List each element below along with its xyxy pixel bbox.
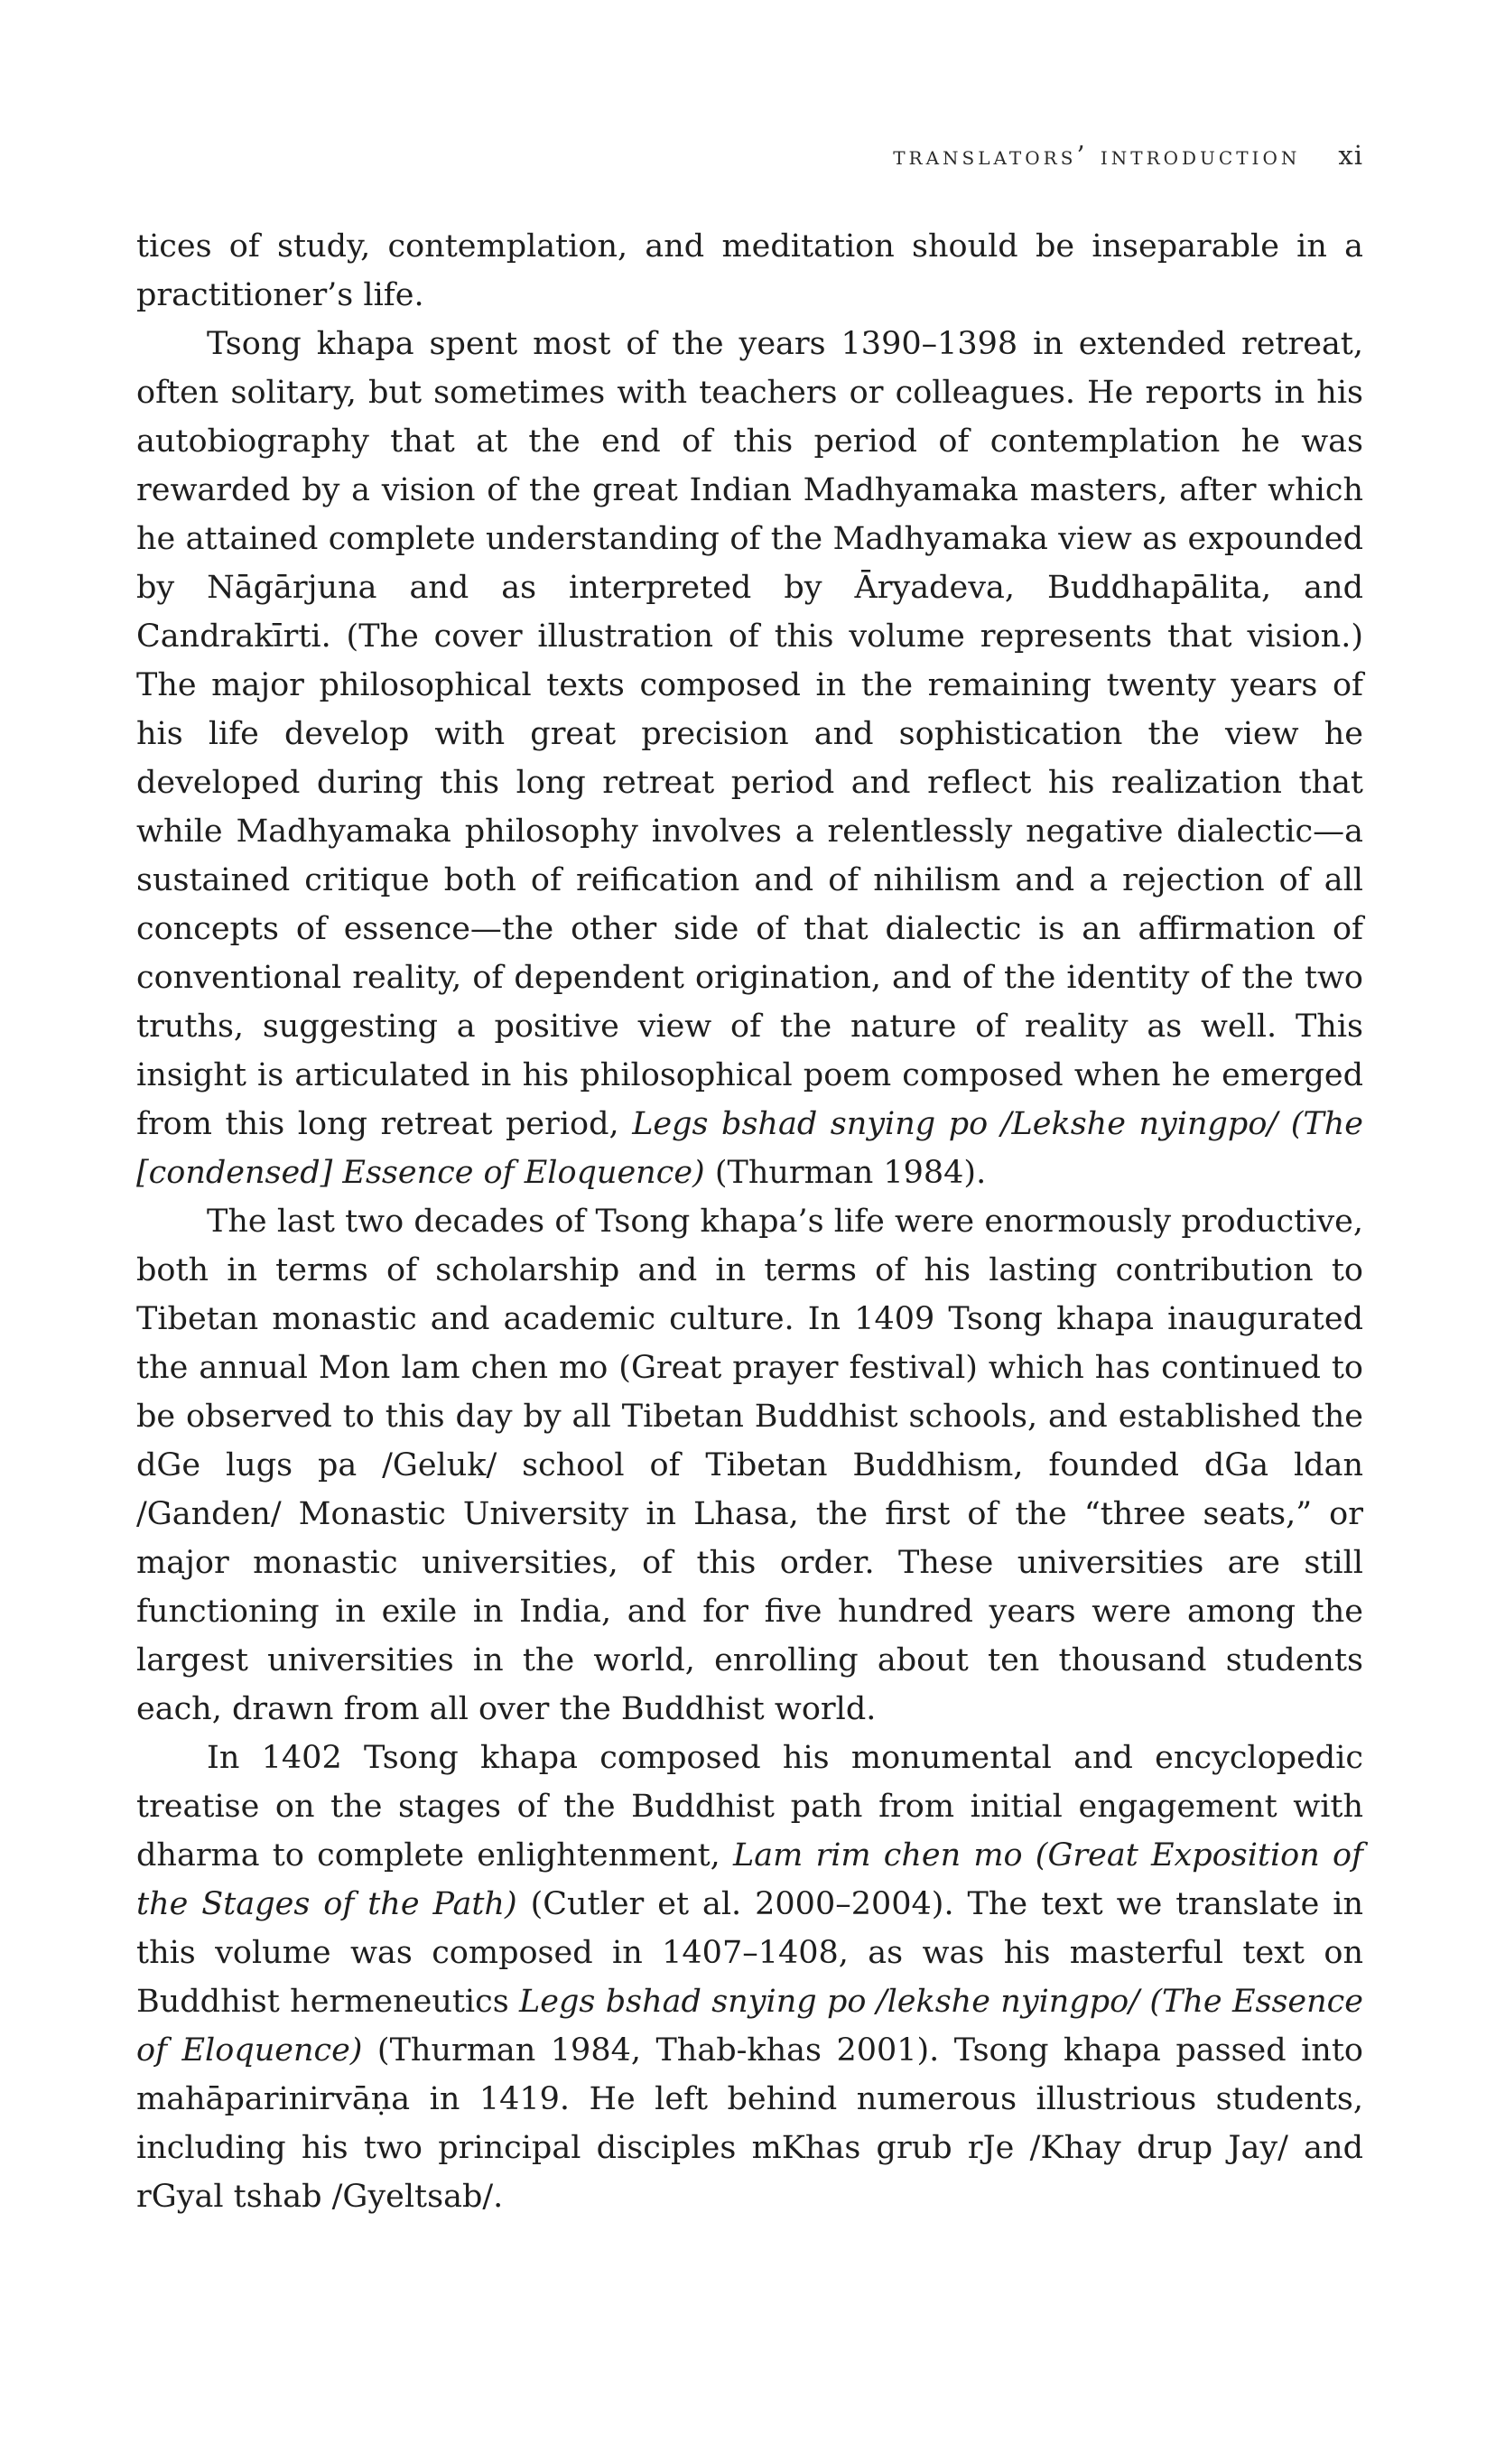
paragraph-4-title-italic-1: Lam rim chen mo (Great Exposition of the Stages of the Path): [136, 1837, 1363, 1922]
running-head-title: translators’ introduction: [893, 140, 1301, 171]
page-number: xi: [1338, 140, 1363, 171]
paragraph-2-title-italic: Legs bshad snying po /Lekshe nyingpo/ (The [condensed] Essence of Eloquence): [136, 1106, 1364, 1191]
paragraph-1: [136, 222, 1363, 320]
paragraph-2: [136, 320, 1363, 1197]
body-text: [136, 222, 1363, 2221]
paragraph-3: [136, 1197, 1363, 1734]
running-head: [136, 137, 1363, 173]
paragraph-4-text-3: (Thurman 1984, Thab-khas 2001). Tsong khapa passed into mahāparinirvāṇa in 1419. He left behind numerous illustrious students, including his two principal disciples mKhas grub rJe /Khay drup Jay/ and rGyal tshab /Gyeltsab/.: [136, 2032, 1363, 2215]
paragraph-4-text: In 1402 Tsong khapa composed his monumental and encyclopedic treatise on the stages of the Buddhist path from initial engagement with dharma to complete enlightenment,: [136, 1740, 1363, 1874]
paragraph-3-text: The last two decades of Tsong khapa’s life were enormously productive, both in terms of scholarship and in terms of his lasting contribution to Tibetan monastic and academic culture. In 1409 Tsong khapa inaugurated the annual Mon lam chen mo (Great prayer festival) which has continued to be observed to this day by all Tibetan Buddhist schools, and established the dGe lugs pa /Geluk/ school of Tibetan Buddhism, founded dGa ldan /Ganden/ Monastic University in Lhasa, the first of the “three seats,” or major monastic universities, of this order. These universities are still functioning in exile in India, and for five hundred years were among the largest universities in the world, enrolling about ten thousand students each, drawn from all over the Buddhist world.: [136, 1204, 1363, 1727]
paragraph-4: [136, 1734, 1363, 2221]
paragraph-2-text: Tsong khapa spent most of the years 1390–1398 in extended retreat, often solitary, but sometimes with teachers or colleagues. He reports in his autobiography that at the end of this period of contemplation he was rewarded by a vision of the great Indian Madhyamaka masters, after which he attained complete understanding of the Madhyamaka view as expounded by Nāgārjuna and as interpreted by Āryadeva, Buddhapālita, and Candrakīrti. (The cover illustration of this volume represents that vision.) The major philosophical texts composed in the remaining twenty years of his life develop with great precision and sophistication the view he developed during this long retreat period and reflect his realization that while Madhyamaka philosophy involves a relentlessly negative dialectic—a sustained critique both of reification and of nihilism and a rejection of all concepts of essence—the other side of that dialectic is an affirmation of conventional reality, of dependent origination, and of the identity of the two truths, suggesting a positive view of the nature of reality as well. This insight is articulated in his philosophical poem composed when he emerged from this long retreat period,: [136, 326, 1363, 1142]
paragraph-4-text-2: (Cutler et al. 2000–2004). The text we translate in this volume was composed in 1407–1408, as was his masterful text on Buddhist hermeneutics: [136, 1886, 1364, 2020]
paragraph-2-citation: (Thurman 1984).: [704, 1155, 987, 1191]
paragraph-1-text: tices of study, contemplation, and meditation should be inseparable in a practitioner’s life.: [136, 228, 1363, 313]
paragraph-4-title-italic-2: Legs bshad snying po /lekshe nyingpo/ (The Essence of Eloquence): [136, 1984, 1363, 2069]
